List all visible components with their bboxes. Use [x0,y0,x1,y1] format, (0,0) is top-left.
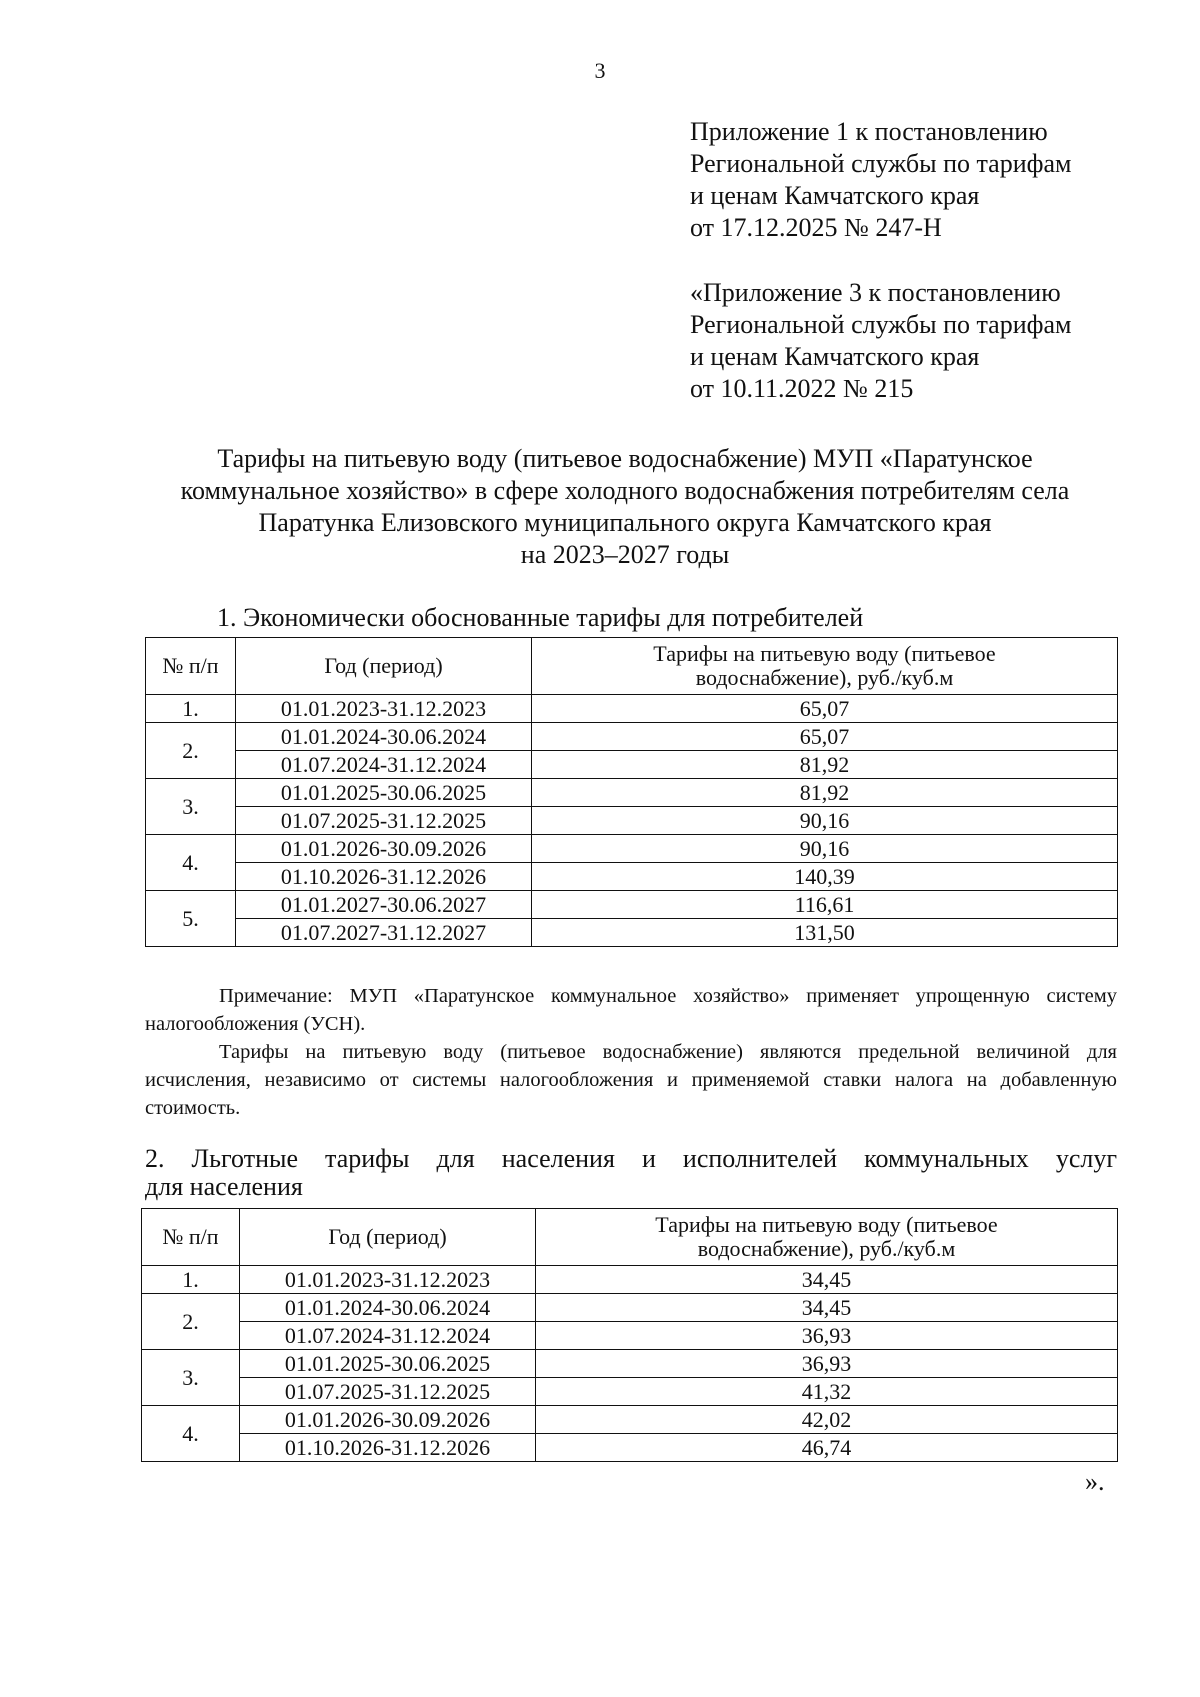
tariff-cell: 131,50 [532,919,1118,947]
period-column-header: Год (период) [236,638,532,695]
tariff-column-header [536,1209,1118,1266]
table-row [146,891,1118,919]
tariff-cell: 46,74 [536,1434,1118,1462]
tariff-header-line: водоснабжение), руб./куб.м [695,665,954,690]
appendix-1-line: Региональной службы по тарифам [690,149,1072,178]
period-cell: 01.01.2025-30.06.2025 [236,779,532,807]
row-number-cell: 4. [142,1406,240,1462]
tariff-cell: 41,32 [536,1378,1118,1406]
table-row [142,1406,1118,1434]
table-row [146,919,1118,947]
appendix-3-line: и ценам Камчатского края [690,342,980,371]
appendix-3-line: от 10.11.2022 № 215 [690,374,914,403]
section-1-heading: 1. Экономически обоснованные тарифы для потребителей [217,603,864,632]
appendix-1-line: от 17.12.2025 № 247-Н [690,213,942,242]
tariff-header-line: Тарифы на питьевую воду (питьевое [655,1212,998,1237]
note-paragraph: Примечание: МУП «Паратунское коммунальное хозяйство» применяет упрощенную систему налогообложения (УСН). [145,985,1117,1035]
appendix-1-line: и ценам Камчатского края [690,181,980,210]
appendix-1-header [690,116,1071,244]
title-line: Паратунка Елизовского муниципального округа Камчатского края [258,508,992,537]
period-cell: 01.01.2024-30.06.2024 [236,723,532,751]
period-cell: 01.07.2025-31.12.2025 [236,807,532,835]
preferential-tariffs-table [141,1208,1118,1462]
period-cell: 01.01.2023-31.12.2023 [236,695,532,723]
tariff-cell: 140,39 [532,863,1118,891]
table-header-row [146,638,1118,695]
closing-quote: ». [1085,1467,1105,1496]
tariff-cell: 116,61 [532,891,1118,919]
appendix-3-header [690,277,1071,405]
period-cell: 01.01.2026-30.09.2026 [240,1406,536,1434]
title-line: Тарифы на питьевую воду (питьевое водоснабжение) МУП «Паратунское [217,444,1033,473]
title-line: на 2023–2027 годы [520,540,730,569]
period-cell: 01.01.2027-30.06.2027 [236,891,532,919]
period-cell: 01.01.2026-30.09.2026 [236,835,532,863]
period-cell: 01.07.2024-31.12.2024 [240,1322,536,1350]
tariff-cell: 81,92 [532,779,1118,807]
table-row [142,1434,1118,1462]
tariff-column-header [532,638,1118,695]
table-row [142,1266,1118,1294]
tariff-cell: 36,93 [536,1322,1118,1350]
tariff-header-line: водоснабжение), руб./куб.м [697,1236,956,1261]
tariff-cell: 90,16 [532,807,1118,835]
row-number-cell: 2. [146,723,236,779]
period-column-header: Год (период) [240,1209,536,1266]
tariff-cell: 65,07 [532,695,1118,723]
tariff-cell: 90,16 [532,835,1118,863]
appendix-3-line: «Приложение 3 к постановлению [690,278,1061,307]
table-row [146,695,1118,723]
table-row [146,779,1118,807]
row-number-cell: 2. [142,1294,240,1350]
row-number-cell: 5. [146,891,236,947]
tariff-cell: 81,92 [532,751,1118,779]
table-row [146,751,1118,779]
row-number-cell: 3. [146,779,236,835]
title-line: коммунальное хозяйство» в сфере холодного водоснабжения потребителям села [180,476,1070,505]
table-row [142,1378,1118,1406]
period-cell: 01.01.2023-31.12.2023 [240,1266,536,1294]
period-cell: 01.01.2024-30.06.2024 [240,1294,536,1322]
row-number-cell: 3. [142,1350,240,1406]
appendix-3-line: Региональной службы по тарифам [690,310,1072,339]
document-title [130,443,1120,571]
period-cell: 01.01.2025-30.06.2025 [240,1350,536,1378]
table-row [142,1322,1118,1350]
page-number: 3 [594,58,606,83]
table-row [142,1350,1118,1378]
row-number-cell: 1. [142,1266,240,1294]
table-row [146,807,1118,835]
tariff-cell: 34,45 [536,1266,1118,1294]
num-column-header: № п/п [142,1209,240,1266]
tariff-cell: 36,93 [536,1350,1118,1378]
tariff-cell: 65,07 [532,723,1118,751]
appendix-1-line: Приложение 1 к постановлению [690,117,1048,146]
section-2-heading: 2. Льготные тарифы для населения и исполнителей коммунальных услуг [145,1144,1117,1173]
section-2-heading-continuation: для населения [145,1172,303,1201]
period-cell: 01.07.2025-31.12.2025 [240,1378,536,1406]
row-number-cell: 1. [146,695,236,723]
economic-tariffs-table [145,637,1118,947]
tariff-cell: 34,45 [536,1294,1118,1322]
row-number-cell: 4. [146,835,236,891]
table-row [146,835,1118,863]
num-column-header: № п/п [146,638,236,695]
table-row [146,723,1118,751]
period-cell: 01.07.2024-31.12.2024 [236,751,532,779]
notes-block [145,982,1117,1122]
table-row [146,863,1118,891]
table-row [142,1294,1118,1322]
period-cell: 01.10.2026-31.12.2026 [240,1434,536,1462]
note-paragraph: Тарифы на питьевую воду (питьевое водоснабжение) являются предельной величиной для исчисления, независимо от системы налогообложения и применяемой ставки налога на добавленную стоимость. [145,1041,1117,1119]
period-cell: 01.07.2027-31.12.2027 [236,919,532,947]
period-cell: 01.10.2026-31.12.2026 [236,863,532,891]
table-header-row [142,1209,1118,1266]
tariff-cell: 42,02 [536,1406,1118,1434]
tariff-header-line: Тарифы на питьевую воду (питьевое [653,641,996,666]
